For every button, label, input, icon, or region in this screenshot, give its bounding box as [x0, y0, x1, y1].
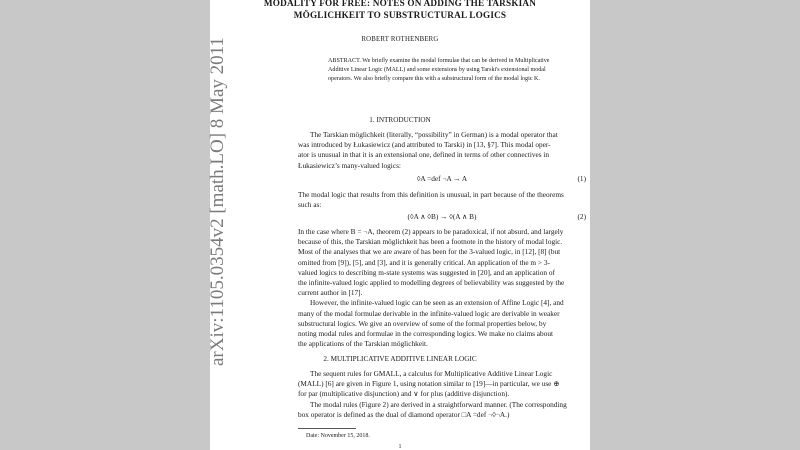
body-line: substructural logics. We give an overview of some of the formal properties below, by — [298, 318, 547, 328]
body-line: many of the modal formulae derivable in the infinite-valued logic are derivable in weaker — [298, 308, 560, 318]
author-name: ROBERT ROTHENBERG — [361, 36, 439, 43]
intro-paragraph-2 — [298, 190, 586, 210]
body-line: The Tarskian möglichkeit (literally, “possibility” in German) is a modal operator that — [310, 130, 558, 139]
body-line: (MALL) [6] are given in Figure 1, using notation similar to [19]—in particular, we use ⊕ — [298, 379, 560, 389]
body-line: The modal rules (Figure 2) are derived in a straightforward manner. (The corresponding — [310, 399, 567, 409]
body-line: because of this, the Tarskian möglichkeit has been a footnote in the history of modal logic. — [298, 237, 563, 247]
body-line: was introduced by Łukasiewicz (and attributed to Tarski) in [13, §7]. This modal oper- — [298, 140, 551, 150]
equation-1-number: (1) — [577, 174, 586, 183]
body-line: In the case where B = ¬A, theorem (2) appears to be paradoxical, if not absurd, and largely — [298, 227, 564, 236]
body-line: omitted from [9]), [5], and [3], and it is generally critical. An application of the m > 3- — [298, 257, 550, 267]
intro-paragraph-1 — [298, 130, 586, 171]
page-number: 1 — [398, 444, 402, 450]
mall-paragraph — [298, 369, 586, 420]
abstract-line: ABSTRACT. We briefly examine the modal formulae that can be derived in Multiplicative — [328, 58, 550, 64]
paper-page — [210, 0, 590, 450]
arxiv-identifier-stamp: arXiv:1105.0354v2 [math.LO] 8 May 2011 — [207, 37, 228, 366]
body-line: such as: — [298, 200, 322, 210]
footnote-rule — [298, 428, 356, 429]
equation-2-number: (2) — [577, 212, 586, 221]
paper-title-line-2: MÖGLICHKEIT TO SUBSTRUCTURAL LOGICS — [293, 10, 507, 20]
body-line: Most of the analyses that we are aware of has been for the 3-valued logic, in [12], [8] (but — [298, 247, 561, 257]
body-line: noting modal rules and formulae in the corresponding logics. We make no claims about — [298, 329, 554, 339]
body-line: The sequent rules for GMALL, a calculus for Multiplicative Additive Linear Logic — [310, 369, 553, 378]
body-line: Łukasiewicz’s many-valued logics: — [298, 160, 401, 170]
section-heading-introduction: 1. INTRODUCTION — [369, 116, 431, 124]
body-line: The modal logic that results from this definition is unusual, in part because of the theorems — [298, 190, 564, 199]
intro-paragraph-3 — [298, 227, 586, 349]
body-line: box operator is defined as the dual of diamond operator □A =def ¬◊¬A.) — [298, 409, 510, 419]
body-line: for par (multiplicative disjunction) and ∨ for plus (additive disjunction). — [298, 389, 510, 399]
abstract — [328, 57, 578, 84]
body-line: ator is unusual in that it is an extensional one, defined in terms of other connectives in — [298, 150, 550, 160]
equation-1-formula: ◊A =def ¬A → A — [416, 174, 468, 183]
section-heading-mall: 2. MULTIPLICATIVE ADDITIVE LINEAR LOGIC — [323, 355, 477, 363]
footnote-date: Date: November 15, 2018. — [306, 433, 370, 439]
body-line: current author in [17]. — [298, 288, 363, 298]
body-line: the applications of the Tarskian möglichkeit. — [298, 339, 428, 349]
body-line: However, the infinite-valued logic can be seen as an extension of Affine Logic [4], and — [310, 298, 564, 308]
body-line: the infinite-valued logic applied to modelling degrees of believability was suggested by the — [298, 278, 565, 288]
body-line: valued logics to describing m-state systems was suggested in [20], and an application of — [298, 267, 555, 277]
abstract-line: operators. We also briefly compare this with a substructural form of the modal logic K. — [328, 76, 540, 83]
paper-title-line-1: MODALITY FOR FREE: NOTES ON ADDING THE TARSKIAN — [263, 0, 537, 8]
abstract-line: Additive Linear Logic (MALL) and some extensions by using Tarski's extensional modal — [328, 67, 546, 74]
equation-2-formula: (◊A ∧ ◊B) → ◊(A ∧ B) — [407, 212, 477, 221]
